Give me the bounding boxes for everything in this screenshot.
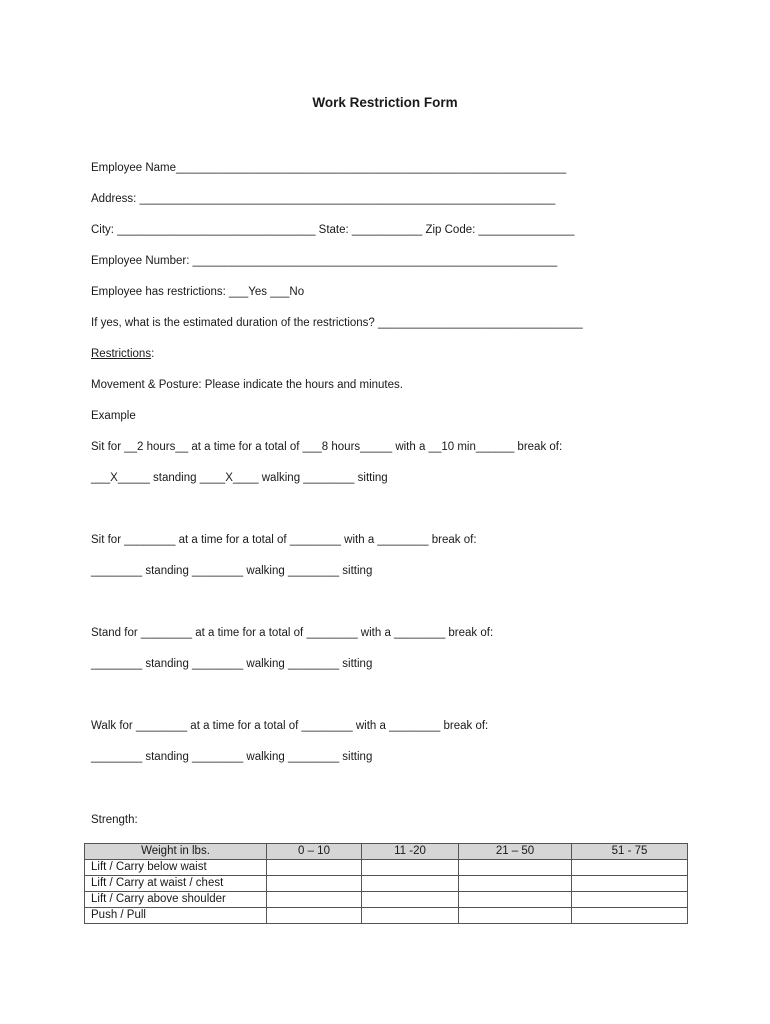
table-cell[interactable] — [572, 876, 688, 892]
sit-for-field[interactable]: Sit for ________ at a time for a total of ________ with a ________ break of: — [91, 534, 477, 546]
city-state-zip-field[interactable]: City: _______________________________ State: ___________ Zip Code: _______________ — [91, 224, 575, 236]
table-row — [85, 892, 688, 908]
table-cell[interactable] — [362, 860, 459, 876]
row-label: Lift / Carry above shoulder — [85, 892, 267, 908]
table-cell[interactable] — [572, 860, 688, 876]
header-11-20: 11 -20 — [362, 844, 459, 860]
restrictions-colon: : — [151, 348, 155, 360]
header-weight: Weight in lbs. — [85, 844, 267, 860]
has-restrictions-field[interactable]: Employee has restrictions: ___Yes ___No — [91, 286, 305, 298]
example-sit-line — [91, 440, 562, 454]
strength-label: Strength: — [91, 814, 138, 826]
table-cell[interactable] — [362, 908, 459, 924]
table-cell[interactable] — [572, 892, 688, 908]
header-51-75: 51 - 75 — [572, 844, 688, 860]
table-row — [85, 908, 688, 924]
header-0-10: 0 – 10 — [267, 844, 362, 860]
stand-for-field[interactable]: Stand for ________ at a time for a total of ________ with a ________ break of: — [91, 627, 494, 639]
employee-number-field[interactable]: Employee Number: _________________________________________________________ — [91, 255, 558, 267]
table-row — [85, 876, 688, 892]
table-cell[interactable] — [572, 908, 688, 924]
example-sit-prefix: Sit for — [91, 441, 125, 453]
movement-instructions: Movement & Posture: Please indicate the hours and minutes. — [91, 379, 403, 391]
example-sit-suffix: at a time for a total of ___8 hours_____ with a __10 min______ break of: — [188, 441, 563, 453]
table-cell[interactable] — [267, 892, 362, 908]
table-cell[interactable] — [362, 892, 459, 908]
restriction-duration-field[interactable]: If yes, what is the estimated duration of the restrictions? ________________________________ — [91, 317, 583, 329]
example-break-line: ___X_____ standing ____X____ walking ________ sitting — [91, 472, 388, 484]
employee-name-field[interactable]: Employee Name_____________________________________________________________ — [91, 162, 567, 174]
strength-table — [84, 843, 688, 924]
example-sit-value: __2 hours__ — [124, 441, 189, 453]
table-cell[interactable] — [267, 876, 362, 892]
row-label: Push / Pull — [85, 908, 267, 924]
address-field[interactable]: Address: _________________________________________________________________ — [91, 193, 556, 205]
table-cell[interactable] — [459, 892, 572, 908]
row-label: Lift / Carry below waist — [85, 860, 267, 876]
walk-for-field[interactable]: Walk for ________ at a time for a total of ________ with a ________ break of: — [91, 720, 489, 732]
table-cell[interactable] — [459, 876, 572, 892]
header-21-50: 21 – 50 — [459, 844, 572, 860]
form-title: Work Restriction Form — [312, 95, 458, 110]
table-cell[interactable] — [459, 908, 572, 924]
table-cell[interactable] — [267, 908, 362, 924]
walk-break-field[interactable]: ________ standing ________ walking ________ sitting — [91, 751, 373, 763]
strength-header-row — [85, 844, 688, 860]
restrictions-label: Restrictions — [91, 348, 152, 360]
example-label: Example — [91, 410, 136, 422]
sit-break-field[interactable]: ________ standing ________ walking ________ sitting — [91, 565, 373, 577]
table-cell[interactable] — [267, 860, 362, 876]
stand-break-field[interactable]: ________ standing ________ walking ________ sitting — [91, 658, 373, 670]
restrictions-heading — [91, 347, 154, 361]
table-cell[interactable] — [362, 876, 459, 892]
row-label: Lift / Carry at waist / chest — [85, 876, 267, 892]
table-row — [85, 860, 688, 876]
table-cell[interactable] — [459, 860, 572, 876]
